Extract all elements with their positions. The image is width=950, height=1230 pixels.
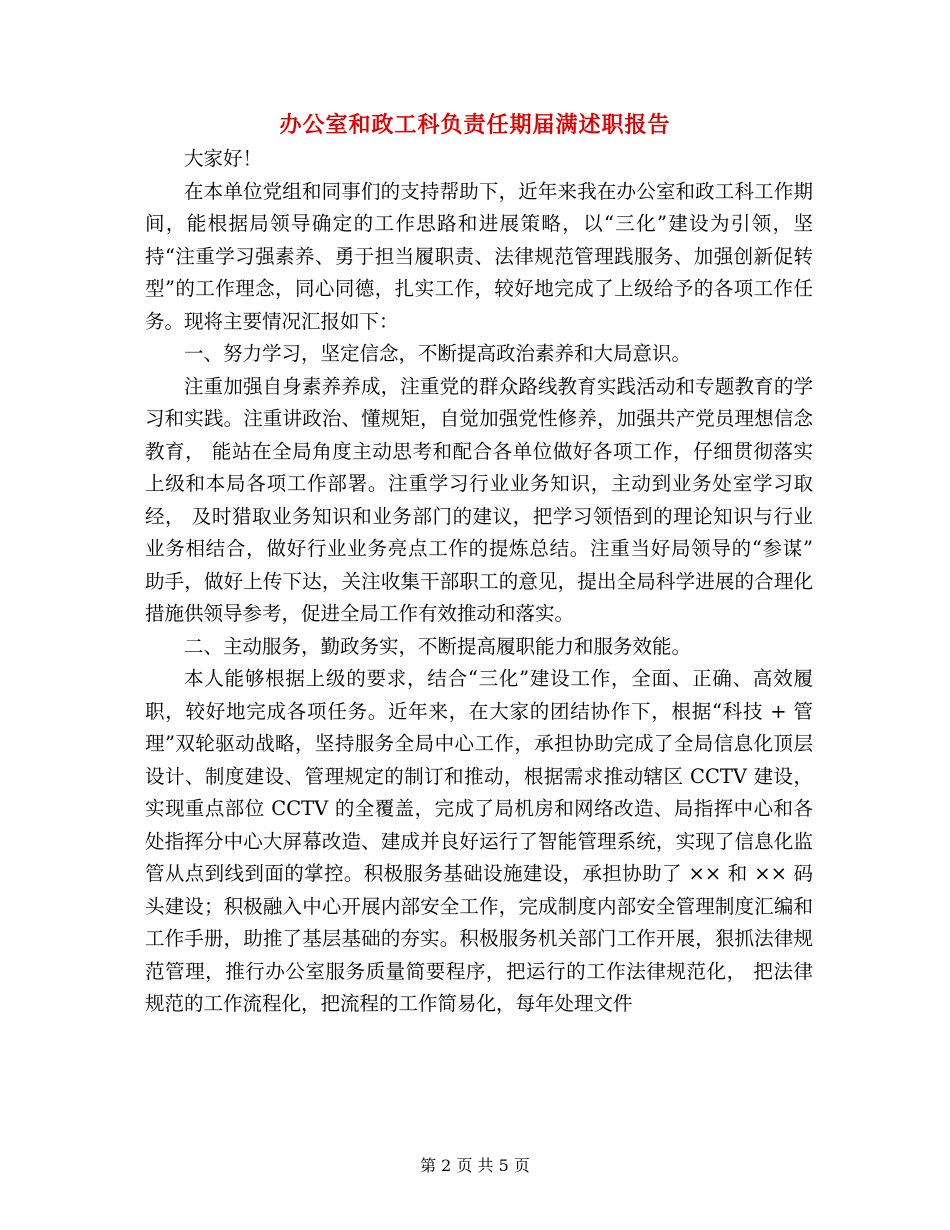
section-heading-1: 一、努力学习，坚定信念，不断提高政治素养和大局意识。 [184,342,692,365]
section-heading-2: 二、主动服务，勤政务实，不断提高履职能力和服务效能。 [184,634,692,658]
paragraph-intro: 在本单位党组和同事们的支持帮助下，近年来我在办公室和政工科工作期间，能根据局领导确定的工作思路和进展策略，以“三化”建设为引领，坚持“注重学习强素养、勇于担当履职责、法律规范管理践服务、加强创新促转型”的工作理念，同心同德，扎实工作，较好地完成了上级给予的各项工作任务。现将主要情况汇报如下： [145,179,813,333]
paragraph-greeting: 大家好！ [184,147,263,170]
paragraph-section-1: 注重加强自身素养养成，注重党的群众路线教育实践活动和专题教育的学习和实践。注重讲政治、懂规矩，自觉加强党性修养，加强共产党员理想信念教育， 能站在全局角度主动思考和配合各单位做好各项工作，仔细贯彻落实上级和本局各项工作部署。注重学习行业业务知识，主动到业务处室学习取经， 及时猎取业务知识和业务部门的建议，把学习领悟到的理论知识与行业业务相结合，做好行业业务亮点工作的提炼总结。注重当好局领导的“参谋” 助手，做好上传下达，关注收集干部职工的意见，提出全局科学进展的合理化措施供领导参考，促进全局工作有效推动和落实。 [145,374,813,625]
page-number: 第 2 页 共 5 页 [420,1156,530,1175]
paragraph-section-2: 本人能够根据上级的要求，结合“三化”建设工作，全面、正确、高效履职，较好地完成各项任务。近年来，在大家的团结协作下，根据“科技 + 管理”双轮驱动战略，坚持服务全局中心工作，承担协助完成了全局信息化顶层设计、制度建设、管理规定的制订和推动，根据需求推动辖区 CCTV 建设， 实现重点部位 CCTV 的全覆盖，完成了局机房和网络改造、局指挥中心和各处指挥分中心大屏幕改造、建成并良好运行了智能管理系统，实现了信息化监管从点到线到面的掌控。积极服务基础设施建设，承担协助了 ×× 和 ×× 码头建设；积极融入中心开展内部安全工作，完成制度内部安全管理制度汇编和工作手册，助推了基层基础的夯实。积极服务机关部门工作开展，狠抓法律规范管理，推行办公室服务质量简要程序，把运行的工作法律规范化， 把法律规范的工作流程化，把流程的工作简易化，每年处理文件 [145,667,813,1015]
document-title: 办公室和政工科负责任期届满述职报告 [279,112,671,138]
document-body [145,143,813,1021]
